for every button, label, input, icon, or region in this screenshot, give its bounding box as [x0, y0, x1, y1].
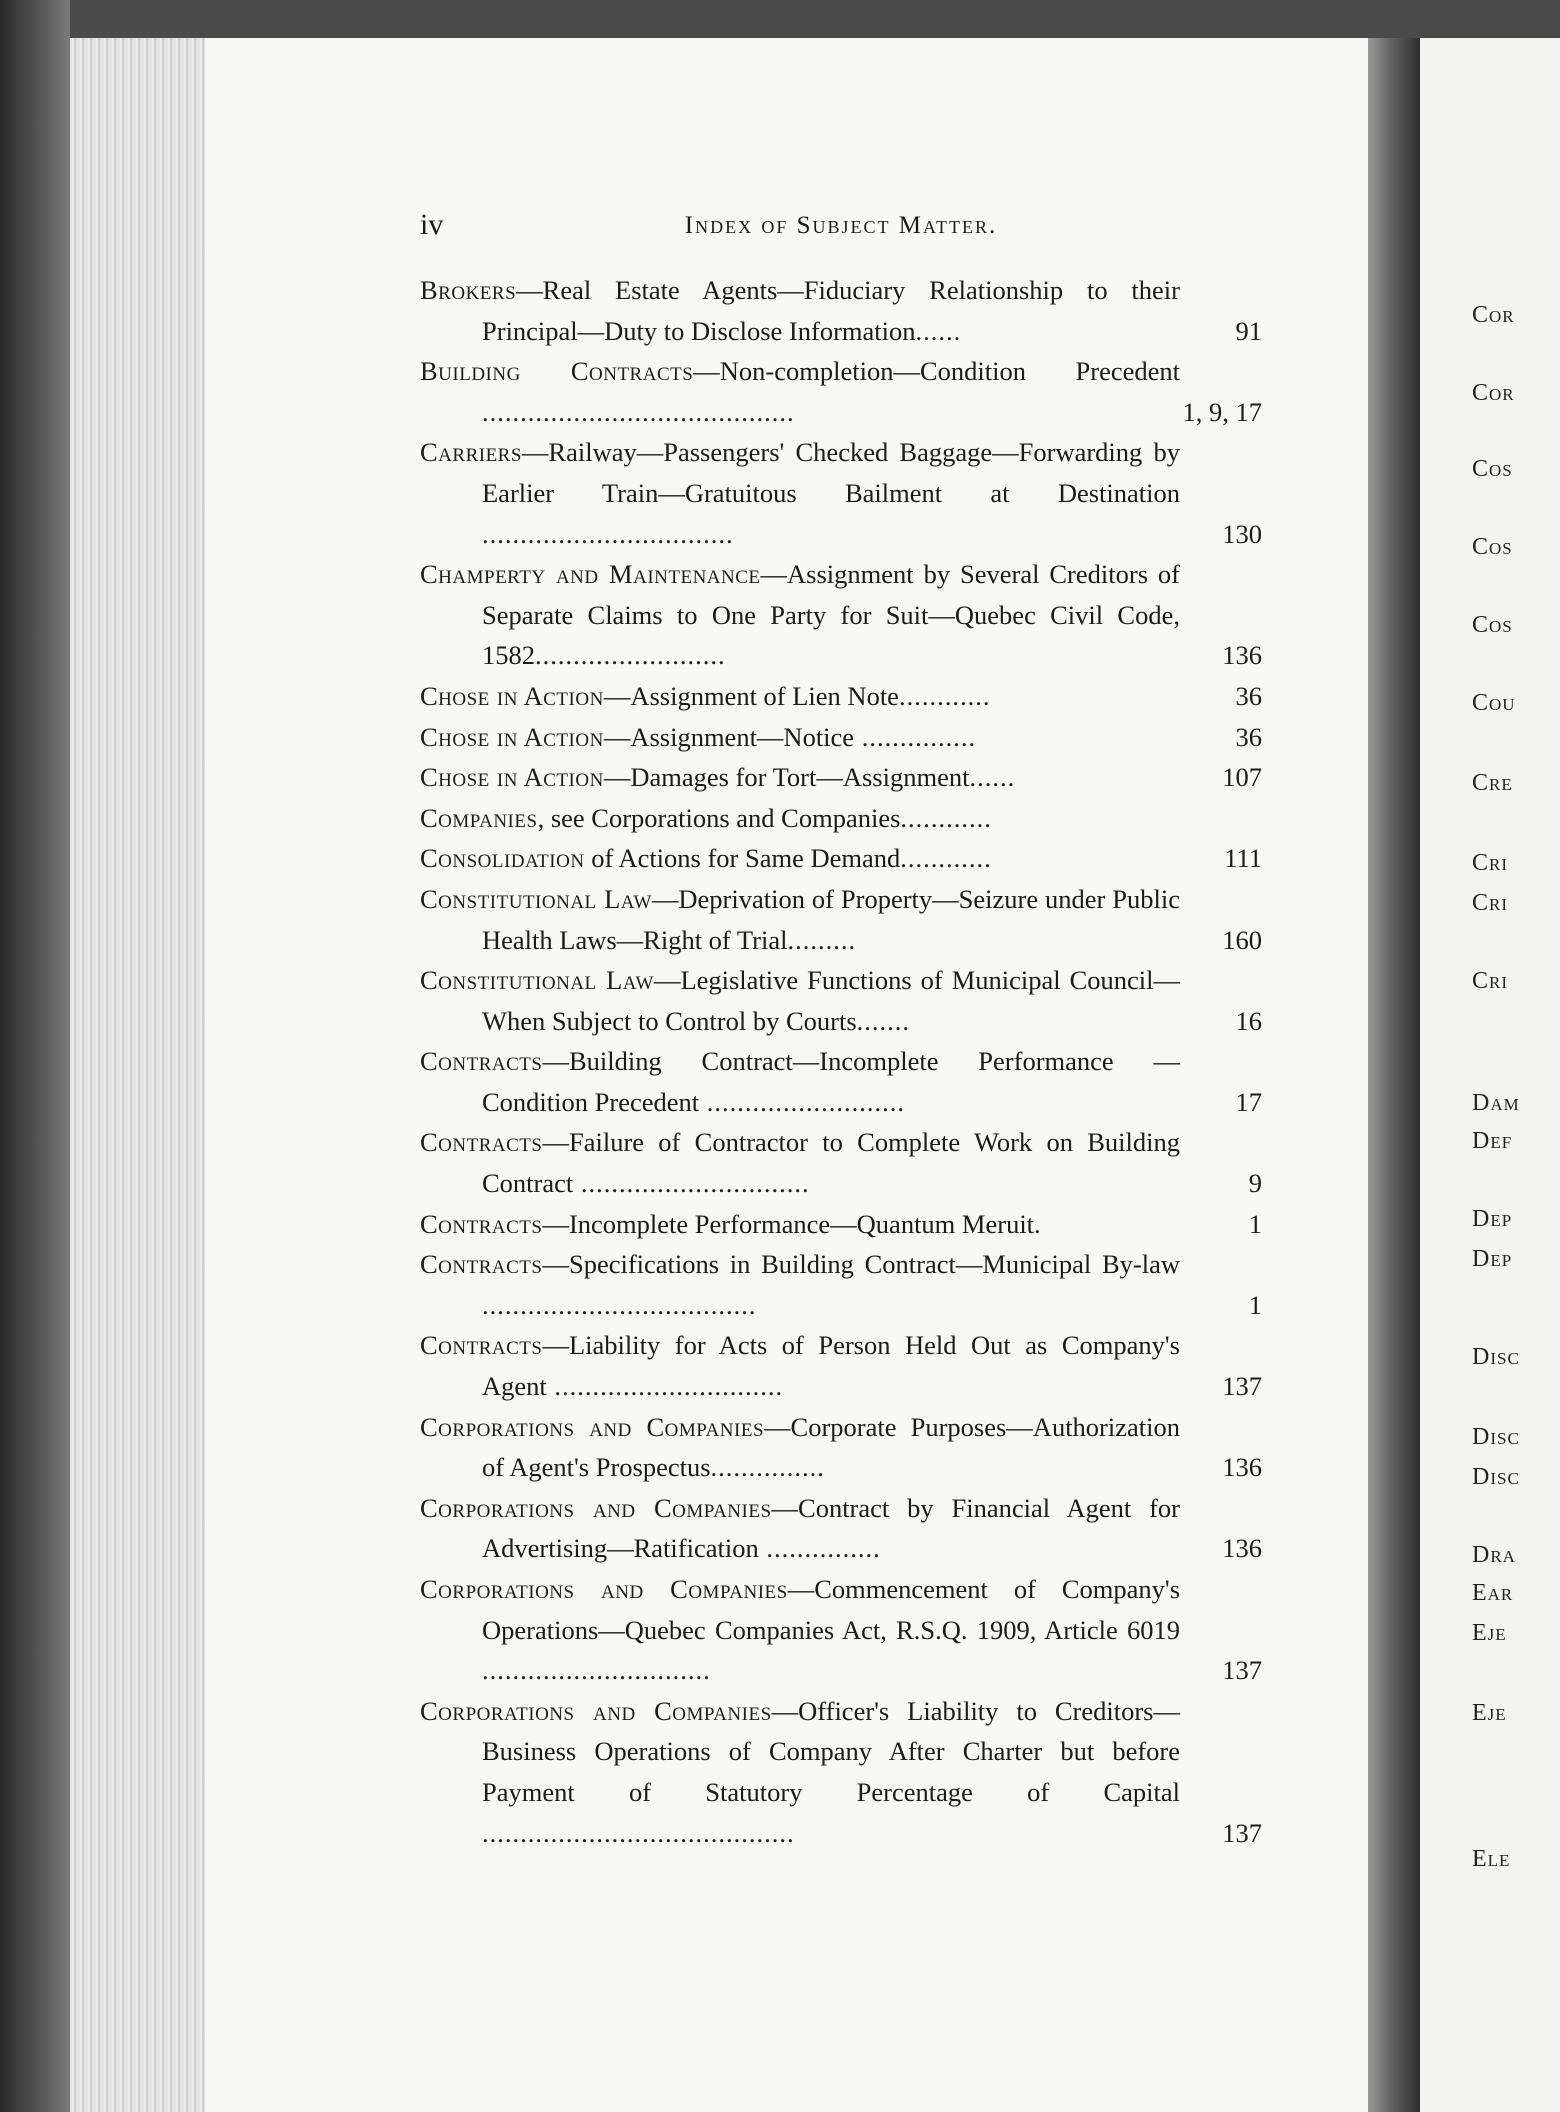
entry-text: of Actions for Same Demand: [584, 843, 901, 874]
page-reference: 1, 9, 17: [1182, 396, 1262, 427]
facing-page-word: Cou: [1472, 690, 1516, 716]
facing-page-word: Cre: [1472, 770, 1513, 796]
page-reference: 36: [1235, 721, 1262, 752]
entry-heading: Companies: [420, 802, 538, 833]
facing-page-word: Cri: [1472, 850, 1509, 876]
dot-leader: ......: [915, 315, 962, 346]
index-entry: [420, 1204, 1262, 1245]
index-entry: [420, 717, 1262, 758]
entry-text: —Failure of Contractor to Complete Work on Building Contract: [482, 1127, 1180, 1199]
entry-heading: Contracts: [420, 1046, 543, 1077]
entry-text: —Legislative Functions of Municipal Council—When Subject to Control by Courts: [482, 965, 1180, 1036]
entry-text: —Assignment by Several Creditors of Separate Claims to One Party for Suit—Quebec Civil Code, 1582: [482, 559, 1180, 671]
entry-heading: Corporations and Companies: [420, 1411, 765, 1442]
page-reference: 16: [1235, 1005, 1262, 1036]
page-reference: 107: [1222, 762, 1262, 793]
page-reference: 136: [1222, 640, 1262, 671]
entry-text: —Specifications in Building Contract—Municipal By-law: [542, 1249, 1180, 1280]
entry-text: —Assignment of Lien Note: [603, 680, 899, 711]
dot-leader: .................................: [482, 518, 734, 549]
dot-leader: ............: [900, 802, 992, 833]
index-entry: [420, 798, 1262, 839]
facing-page-word: Disc: [1472, 1424, 1520, 1450]
page-reference: 160: [1222, 924, 1262, 955]
page-number: iv: [420, 208, 444, 241]
entry-heading: Brokers: [420, 275, 517, 305]
entry-text: —Liability for Acts of Person Held Out as Company's Agent: [482, 1330, 1180, 1402]
index-entry: [420, 1569, 1262, 1691]
facing-page-word: Disc: [1472, 1464, 1520, 1490]
dot-leader: .......: [856, 1005, 911, 1036]
page-reference: 1: [1248, 1208, 1262, 1239]
dot-leader: ..............................: [546, 1371, 784, 1402]
page-stack-edges: [70, 38, 215, 2112]
facing-page-word: Eje: [1472, 1620, 1507, 1646]
facing-page-word: Dra: [1472, 1542, 1516, 1568]
page-reference: 130: [1222, 518, 1262, 549]
entry-text: —Non-completion—Condition Precedent: [693, 356, 1180, 387]
facing-page-word: Disc: [1472, 1344, 1520, 1370]
index-entry: [420, 432, 1262, 554]
page-reference: 91: [1235, 315, 1262, 346]
dot-leader: ...............: [854, 721, 977, 752]
book-cover-edge: [0, 0, 70, 2112]
facing-page-word: Cri: [1472, 890, 1509, 916]
entry-text: —Deprivation of Property—Seizure under Public Health Laws—Right of Trial: [482, 883, 1180, 955]
facing-page-word: Cor: [1472, 302, 1515, 328]
running-title: Index of Subject Matter.: [684, 212, 998, 239]
index-entry: [420, 1488, 1262, 1569]
index-entry: [420, 270, 1262, 351]
dot-leader: ............: [898, 680, 991, 711]
facing-page-word: Eje: [1472, 1700, 1507, 1726]
entry-heading: Corporations and Companies: [420, 1492, 772, 1523]
facing-page-word: Cos: [1472, 456, 1513, 482]
dot-leader: ............: [900, 843, 992, 874]
page-reference: 137: [1222, 1817, 1262, 1848]
index-entry: [420, 1122, 1262, 1203]
index-entry: [420, 676, 1262, 717]
index-entry-list: [420, 270, 1262, 1853]
entry-heading: Contracts: [420, 1330, 543, 1361]
entry-text: —Contract by Financial Agent for Advertising—Ratification: [482, 1492, 1180, 1564]
facing-page-word: Dep: [1472, 1246, 1513, 1272]
entry-heading: Corporations and Companies: [420, 1695, 772, 1726]
index-entry: [420, 960, 1262, 1041]
scan-top-edge: [0, 0, 1560, 38]
entry-heading: Chose in Action: [420, 762, 604, 793]
entry-heading: Contracts: [420, 1127, 543, 1158]
facing-page-word: Dam: [1472, 1090, 1520, 1116]
entry-heading: Chose in Action: [420, 680, 604, 711]
index-entry: [420, 1325, 1262, 1406]
index-entry: [420, 1691, 1262, 1853]
entry-text: —Damages for Tort—Assignment: [603, 762, 970, 793]
entry-heading: Chose in Action: [420, 721, 604, 752]
page-reference: 136: [1222, 1533, 1262, 1564]
index-entry: [420, 879, 1262, 960]
page-reference: 17: [1235, 1086, 1262, 1117]
page-reference: 137: [1222, 1655, 1262, 1686]
dot-leader: .........................................: [482, 396, 795, 427]
facing-page: [1420, 38, 1560, 2112]
dot-leader: ..............................: [573, 1168, 810, 1199]
entry-text: , see Corporations and Companies: [537, 802, 901, 833]
page-header: [420, 208, 1262, 248]
entry-heading: Constitutional Law: [420, 883, 652, 914]
page-reference: 9: [1248, 1168, 1262, 1199]
facing-page-word: Cri: [1472, 968, 1509, 994]
dot-leader: ......: [969, 762, 1016, 793]
entry-heading: Building Contracts: [420, 356, 694, 387]
entry-text: —Commencement of Company's Operations—Quebec Companies Act, R.S.Q. 1909, Article 6019: [482, 1574, 1181, 1645]
entry-text: —Real Estate Agents—Fiduciary Relationship to their Principal—Duty to Disclose Information: [482, 275, 1180, 346]
facing-page-word: Ear: [1472, 1580, 1514, 1606]
entry-heading: Consolidation: [420, 843, 585, 874]
dot-leader: ..........................: [699, 1086, 905, 1117]
index-entry: [420, 1244, 1262, 1325]
page-reference: 36: [1235, 680, 1262, 711]
index-entry: [420, 757, 1262, 798]
facing-page-word: Cor: [1472, 380, 1515, 406]
index-entry: [420, 554, 1262, 676]
entry-heading: Champerty and Maintenance: [420, 559, 761, 590]
dot-leader: .........................: [535, 640, 726, 671]
facing-page-word: Ele: [1472, 1846, 1511, 1872]
dot-leader: ...............: [758, 1533, 881, 1564]
index-entry: [420, 1407, 1262, 1488]
facing-page-word: Cos: [1472, 534, 1513, 560]
page-reference: 137: [1222, 1371, 1262, 1402]
page-reference: 1: [1248, 1289, 1262, 1320]
page-reference: 136: [1222, 1452, 1262, 1483]
facing-page-word: Cos: [1472, 612, 1513, 638]
facing-page-word: Def: [1472, 1128, 1513, 1154]
entry-text: —Incomplete Performance—Quantum Meruit.: [542, 1208, 1041, 1239]
entry-text: —Railway—Passengers' Checked Baggage—Forwarding by Earlier Train—Gratuitous Bailment at Destination: [482, 437, 1180, 508]
dot-leader: ...............: [710, 1452, 825, 1483]
dot-leader: ....................................: [482, 1289, 757, 1320]
entry-heading: Contracts: [420, 1208, 543, 1239]
index-entry: [420, 838, 1262, 879]
facing-page-word: Dep: [1472, 1206, 1513, 1232]
dot-leader: .........: [787, 924, 857, 955]
dot-leader: .........................................: [482, 1817, 795, 1848]
index-entry: [420, 351, 1262, 432]
entry-heading: Carriers: [420, 437, 522, 468]
entry-heading: Constitutional Law: [420, 965, 654, 996]
entry-text: —Officer's Liability to Creditors—Business Operations of Company After Charter but before Payment of Statutory Percentage of Capital: [482, 1695, 1180, 1807]
entry-heading: Contracts: [420, 1249, 543, 1280]
entry-text: —Corporate Purposes—Authorization of Agent's Prospectus: [482, 1411, 1180, 1483]
entry-text: —Assignment—Notice: [603, 721, 855, 752]
entry-heading: Corporations and Companies: [420, 1574, 788, 1604]
book-gutter: [1368, 38, 1420, 2112]
dot-leader: ..............................: [482, 1655, 711, 1686]
entry-text: —Building Contract—Incomplete Performance —Condition Precedent: [482, 1046, 1180, 1117]
page-reference: 111: [1224, 843, 1262, 874]
index-entry: [420, 1041, 1262, 1122]
